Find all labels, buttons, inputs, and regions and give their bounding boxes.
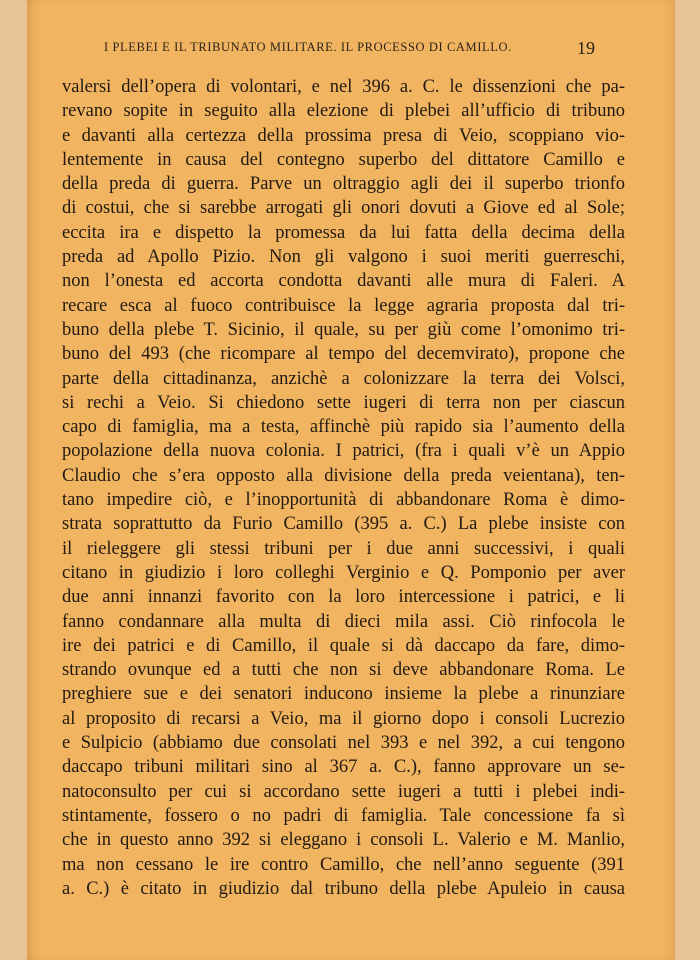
text-line: eccita ira e dispetto la promessa da lui fatta della decima della bbox=[62, 222, 625, 243]
text-line: buno della plebe T. Sicinio, il quale, su per giù come l’omonimo tri- bbox=[62, 319, 625, 340]
text-line: popolazione della nuova colonia. I patrici, (fra i quali v’è un Appio bbox=[62, 441, 625, 462]
text-line: buno del 493 (che ricompare al tempo del decemvirato), propone che bbox=[62, 344, 625, 365]
text-line: ire dei patrici e di Camillo, il quale si dà daccapo da fare, dimo- bbox=[62, 635, 625, 656]
text-line: due anni innanzi favorito con la loro intercessione i patrici, e li bbox=[62, 587, 625, 608]
text-line: daccapo tribuni militari sino al 367 a. C.), fanno approvare un se- bbox=[62, 757, 625, 778]
text-line: tano impedire ciò, e l’inopportunità di abbandonare Roma è dimo- bbox=[62, 490, 625, 511]
book-page bbox=[27, 0, 675, 960]
text-line: che in questo anno 392 si eleggano i consoli L. Valerio e M. Manlio, bbox=[62, 830, 625, 851]
text-line: natoconsulto per cui si accordano sette iugeri a tutti i plebei indi- bbox=[62, 781, 625, 802]
text-line: preghiere sue e dei senatori inducono insieme la plebe a rinunziare bbox=[62, 684, 625, 705]
text-line: lentemente in causa del contegno superbo del dittatore Camillo e bbox=[62, 149, 625, 170]
text-line: non l’onesta ed accorta condotta davanti alle mura di Faleri. A bbox=[62, 271, 625, 292]
body-text bbox=[62, 75, 625, 901]
text-line: capo di famiglia, ma a testa, affinchè più rapido sia l’aumento della bbox=[62, 417, 625, 438]
text-line: della preda di guerra. Parve un oltraggio agli dei il superbo trionfo bbox=[62, 174, 625, 195]
text-line: revano sopite in seguito alla elezione di plebei all’ufficio di tribuno bbox=[62, 101, 625, 122]
text-line: citano in giudizio i loro colleghi Verginio e Q. Pomponio per aver bbox=[62, 562, 625, 583]
text-line: stintamente, fossero o no padri di famiglia. Tale concessione fa sì bbox=[62, 805, 625, 826]
text-line: Claudio che s’era opposto alla divisione della preda veientana), ten- bbox=[62, 465, 625, 486]
page-number: 19 bbox=[577, 38, 595, 58]
text-line: il rieleggere gli stessi tribuni per i due anni successivi, i quali bbox=[62, 538, 625, 559]
text-line: ma non cessano le ire contro Camillo, che nell’anno seguente (391 bbox=[62, 854, 625, 875]
text-line: al proposito di recarsi a Veio, ma il giorno dopo i consoli Lucrezio bbox=[62, 708, 625, 729]
text-line: strata soprattutto da Furio Camillo (395 a. C.) La plebe insiste con bbox=[62, 514, 625, 535]
text-line: valersi dell’opera di volontari, e nel 396 a. C. le dissenzioni che pa- bbox=[62, 77, 625, 97]
text-line: di costui, che si sarebbe arrogati gli onori dovuti a Giove ed al Sole; bbox=[62, 198, 625, 219]
text-line: parte della cittadinanza, anzichè a colonizzare la terra dei Volsci, bbox=[62, 368, 625, 389]
text-line: recare esca al fuoco contribuisce la legge agraria proposta dal tri- bbox=[62, 295, 625, 316]
running-header: I PLEBEI E IL TRIBUNATO MILITARE. IL PROCESSO DI CAMILLO. bbox=[104, 40, 512, 54]
text-line: si rechi a Veio. Si chiedono sette iugeri di terra non per ciascun bbox=[62, 392, 625, 413]
text-line: a. C.) è citato in giudizio dal tribuno della plebe Apuleio in causa bbox=[62, 878, 625, 899]
text-line: e davanti alla certezza della prossima presa di Veio, scoppiano vio- bbox=[62, 125, 625, 146]
text-line: preda ad Apollo Pizio. Non gli valgono i suoi meriti guerreschi, bbox=[62, 247, 625, 268]
text-line: strando ovunque ed a tutti che non si deve abbandonare Roma. Le bbox=[62, 660, 625, 681]
text-line: e Sulpicio (abbiamo due consolati nel 393 e nel 392, a cui tengono bbox=[62, 733, 625, 754]
text-line: fanno condannare alla multa di dieci mila assi. Ciò rinfocola le bbox=[62, 611, 625, 632]
